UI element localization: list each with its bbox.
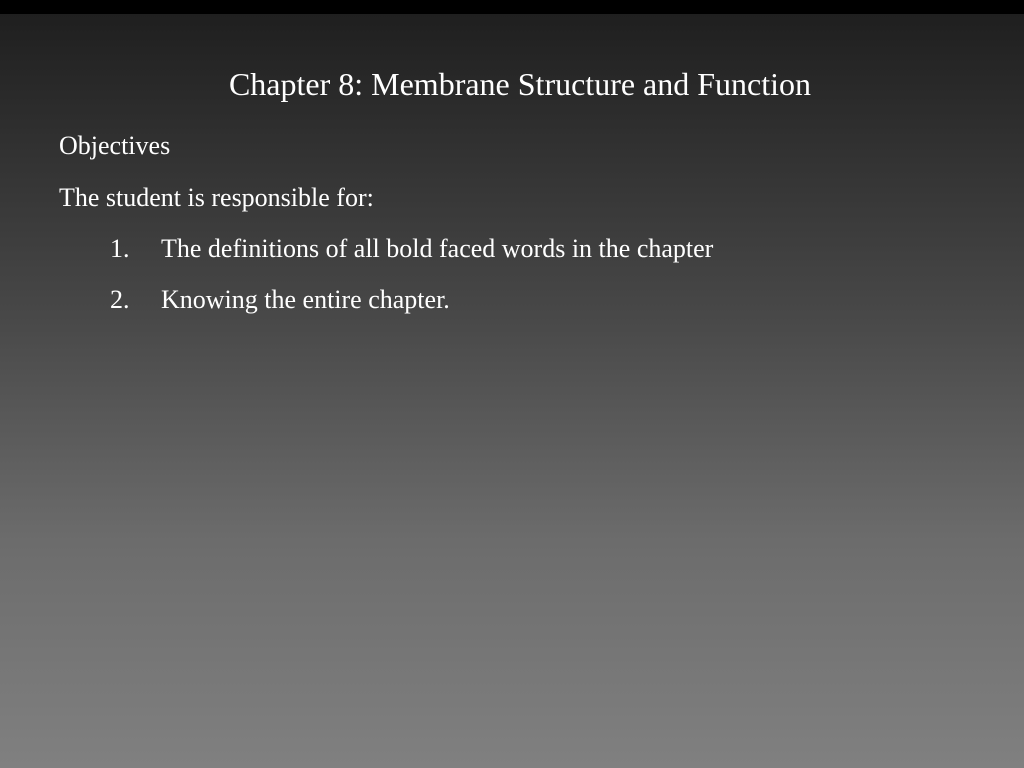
intro-text: The student is responsible for: [59,183,374,212]
objectives-heading: Objectives [59,131,171,160]
slide [0,14,1024,768]
list-item-text: Knowing the entire chapter. [161,285,450,314]
list-item-number: 1. [110,234,130,263]
list-item-text: The definitions of all bold faced words in the chapter [161,234,714,263]
list-item-number: 2. [110,285,130,314]
slide-title: Chapter 8: Membrane Structure and Function [228,66,812,102]
